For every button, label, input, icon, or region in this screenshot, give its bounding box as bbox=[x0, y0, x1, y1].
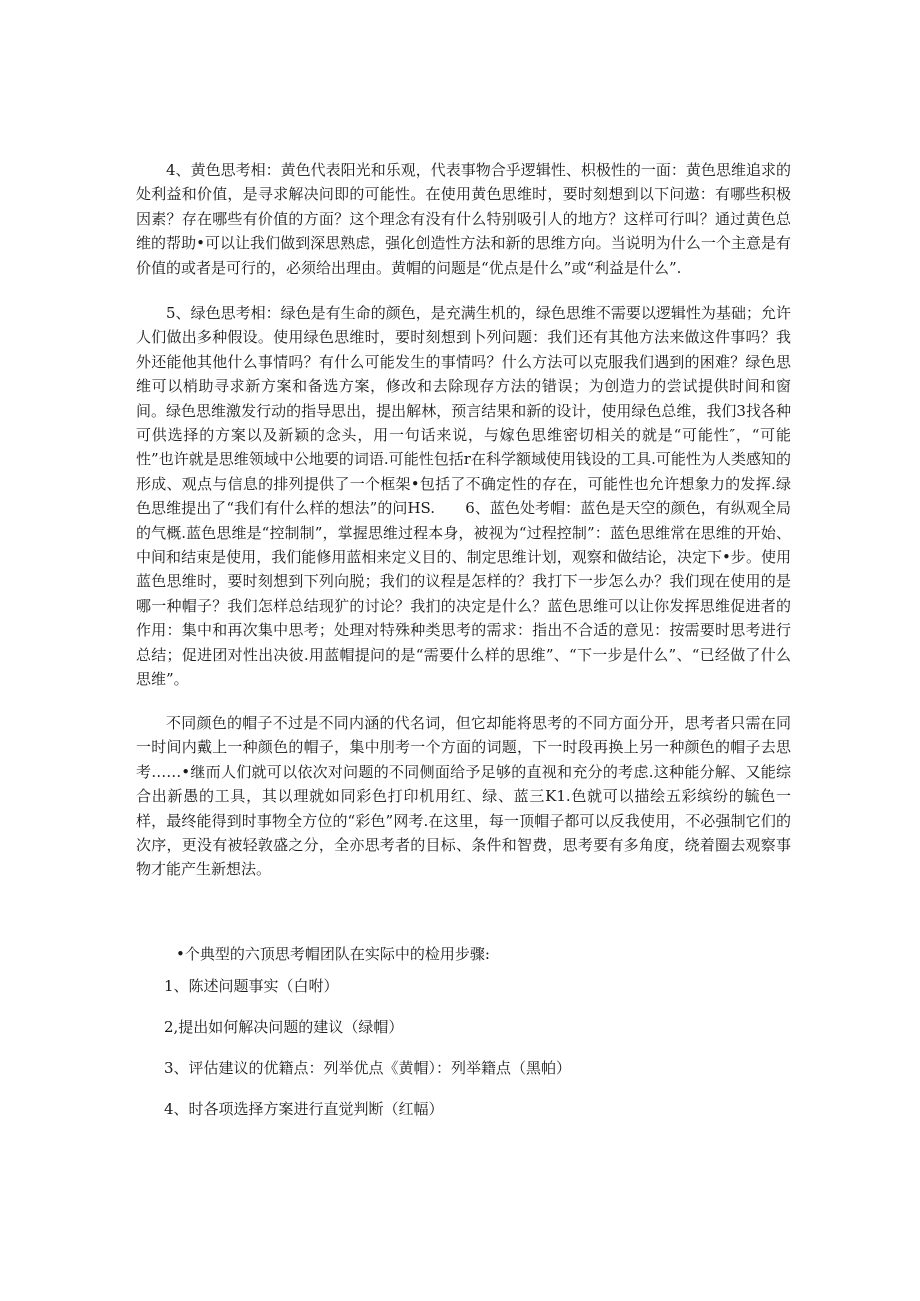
steps-intro: •个典型的六顶思考帽团队在实际中的检用步骤: bbox=[176, 945, 490, 963]
step-item-4: 4、时各项选择方案进行直觉判断（红幅） bbox=[164, 1100, 444, 1118]
paragraph-summary: 不同颜色的帽子不过是不同内涵的代名词，但它却能将思考的不同方面分开，思考者只需在同一时间内戴上一种颜色的帽子，集中刖考一个方面的词题，下一时段再换上另一种颜色的帽子去思考……•继而人们就可以依次对问题的不同侧面给予足够的直视和充分的考虑.这种能分解、又能综合出新愚的工具，其以理就如同彩色打印机用红、绿、蓝三K1.色就可以描绘五彩缤纷的毓色一样，最终能得到时事物全方位的“彩色”网考.在这里，每一顶帽子都可以反我使用，不必强制它们的次序，更没有被轻敦盛之分，全亦思考者的目标、条件和智费，思考要有多角度，绕着圈去观察事物才能产生新想法。 bbox=[136, 714, 791, 879]
paragraph-yellow-hat: 4、黄色思考相：黄色代表阳光和乐观，代表事物合乎逻辑性、枳极性的一面：黄色思维追求的处利益和价值，是寻求解决问即的可能性。在使用黄色思维时，要时刻想到以下问遨：有哪些积极因素？存在哪些有价值的方面？这个理念有没有什么特别吸引人的地方？这样可行叫？通过黄色总维的帮助•可以让我们做到深思熟虑，强化创造性方法和新的思维方向。当说明为什么一个主意是有价值的或者是可行的，必须给出理由。黄帽的问题是“优点是什么”或“利益是什么”. bbox=[136, 161, 791, 277]
paragraph-green-blue-hat: 5、绿色思考相：绿色是有生命的颜色，是充满生机的，绿色思维不需要以逻辑性为基础；允许人们做出多种假设。使用绿色思维时，要时刻想到卜列问题：我们还有其他方法来做这件事吗？我外还能他其他什么事情吗？有什么可能发生的事情吗？什么方法可以克服我们遇到的困难？绿色思维可以梢助寻求新方案和备选方案，修改和去除现存方法的错误；为创造力的尝试提供时间和窗间。绿色思维激发行动的指导思出，提出解林，预言结果和新的设计，使用绿色总维，我们3找各种可供选择的方案以及新颖的念头，用一句话来说，与嫁色思维密切相关的就是“可能性″，“可能性”也许就是思维领域中公地要的词语.可能性包括r在科学额域使用钱设的工具.可能性为人类感知的形成、观点与信息的排列提供了一个框架•包括了不确定性的存在，可能性也允许想象力的发挥.绿色思维提出了“我们有什么样的想法”的问HS. 6、蓝色处考帽：蓝色是天空的颜色，有纵观全局的气概.蓝色思维是“控制制”，掌握思维过程本身，被视为“过程控制”：蓝色思维常在思维的开始、中间和结束是使用，我们能修用蓝相来定义目的、制定思维计划，观察和做结论，决定下•步。使用蓝色思维时，要时刻想到下列向脱；我们的议程是怎样的？我打下一步怎么办？我们现在使用的是哪一种帽子？我们怎样总结现犷的讨论？我扪的决定是什么？蓝色思维可以让你发挥思维促进者的作用：集中和再次集中思考；处理对特殊种类思考的需求：指出不合适的意见：按需要时思考进行总结；促进团对性出决彼.用蓝帽提问的是“需要什么样的思维”、“下一步是什么”、“已经做了什么思维”。 bbox=[136, 304, 791, 689]
step-item-3: 3、评估建议的优籍点：列举优点《黄帽）：列举籍点（黑帕） bbox=[164, 1059, 572, 1077]
step-item-2: 2,提出如何解决问题的建议（绿帽） bbox=[164, 1018, 404, 1036]
step-item-1: 1、陈述问题事实（白咐） bbox=[164, 977, 339, 995]
